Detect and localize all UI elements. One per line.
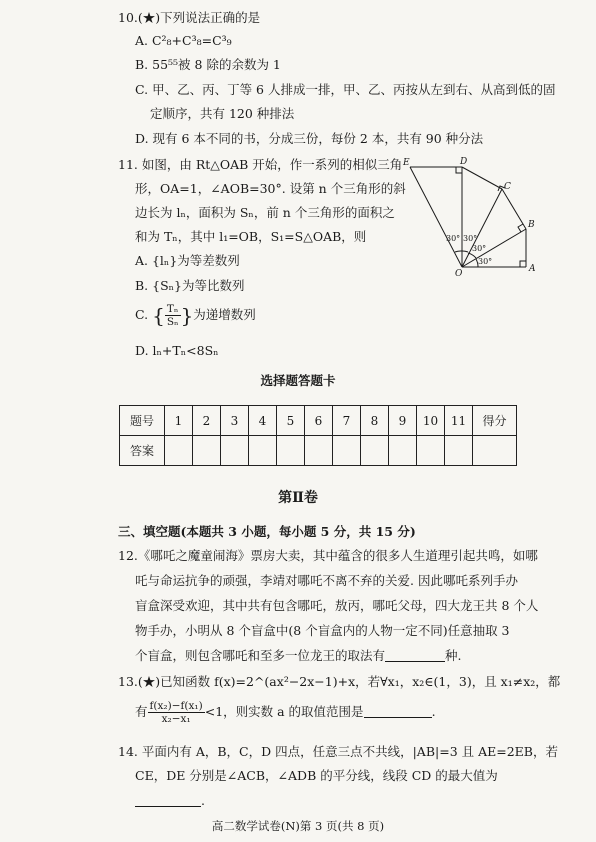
answer-card-table xyxy=(119,405,517,466)
frac-denominator: Sₙ xyxy=(166,316,179,328)
label-point-c: C xyxy=(504,182,511,192)
question-number: 3 xyxy=(221,406,249,436)
question-number: 4 xyxy=(249,406,277,436)
q12-answer-blank[interactable] xyxy=(385,649,445,662)
q11-option-c: C. { $\frac{\text{Tₙ}}{\text{Sₙ}}$ }为递增数列 xyxy=(135,303,256,328)
section-three-title: 三、填空题(本题共 3 小题，每小题 5 分，共 15 分) xyxy=(118,524,416,539)
answer-card-row-numbers xyxy=(120,406,517,436)
answer-card-title: 选择题答题卡 xyxy=(260,373,336,388)
answer-cell[interactable] xyxy=(249,436,277,466)
q11-option-c-fraction xyxy=(165,303,181,328)
question-number: 7 xyxy=(333,406,361,436)
similar-triangles-figure xyxy=(400,155,550,280)
question-number: 5 xyxy=(277,406,305,436)
question-number: 8 xyxy=(361,406,389,436)
angle-label-4: 30° xyxy=(446,234,461,243)
label-point-b: B xyxy=(528,220,535,230)
q13-line-1: 13.(★)已知函数 f(x)=2^(ax²−2x−1)+x，若∀x₁，x₂∈(1，3)，且 x₁≠x₂，都 xyxy=(118,674,561,689)
q11-line-1: 11. 如图，由 Rt△OAB 开始，作一系列的相似三角 xyxy=(118,157,403,172)
q10-option-d: D. 现有 6 本不同的书，分成三份，每份 2 本，共有 90 种分法 xyxy=(135,131,484,146)
q13-answer-blank[interactable] xyxy=(364,705,432,718)
q13-fraction xyxy=(148,700,205,725)
q12-line-5-text: 个盲盒，则包含哪吒和至多一位龙王的取法有 xyxy=(135,648,386,663)
q14-line-1: 14. 平面内有 A，B，C，D 四点，任意三点不共线，|AB|=3 且 AE=2EB，若 xyxy=(118,744,558,759)
label-point-e: E xyxy=(403,158,410,168)
frac-numerator: Tₙ xyxy=(165,303,181,316)
q12-suffix: 种. xyxy=(445,648,462,663)
q14-line-3: . xyxy=(135,793,205,809)
answer-cell[interactable] xyxy=(193,436,221,466)
q12-line-5 xyxy=(135,648,462,664)
q11-option-b: B. {Sₙ}为等比数列 xyxy=(135,278,245,293)
answer-cell[interactable] xyxy=(165,436,193,466)
answer-cell[interactable] xyxy=(277,436,305,466)
q11-option-a: A. {lₙ}为等差数列 xyxy=(135,253,240,268)
q10-option-c-cont: 定顺序，共有 120 种排法 xyxy=(150,106,295,121)
answer-card-row-answers xyxy=(120,436,517,466)
q10-option-b: B. 55⁵⁵被 8 除的余数为 1 xyxy=(135,57,281,72)
q13-prefix: 有 xyxy=(135,704,148,719)
q12-line-3: 盲盒深受欢迎，其中共有包含哪吒，敖丙，哪吒父母，四大龙王共 8 个人 xyxy=(135,598,539,613)
question-number: 10 xyxy=(417,406,445,436)
part-two-title: 第Ⅱ卷 xyxy=(278,490,318,506)
q11-line-2: 形，OA=1，∠AOB=30°. 设第 n 个三角形的斜 xyxy=(135,181,406,196)
angle-label-3: 30° xyxy=(463,234,478,243)
q10-option-c: C. 甲、乙、丙、丁等 6 人排成一排，甲、乙、丙按从左到右、从高到低的固 xyxy=(135,82,556,97)
q11-line-3: 边长为 lₙ，面积为 Sₙ，前 n 个三角形的面积之 xyxy=(135,205,395,220)
q14-line-2: CE，DE 分别是∠ACB，∠ADB 的平分线，线段 CD 的最大值为 xyxy=(135,768,498,783)
frac-denominator: x₂−x₁ xyxy=(161,713,191,725)
frac-numerator: f(x₂)−f(x₁) xyxy=(149,700,203,712)
q11-option-c-suffix: 为递增数列 xyxy=(193,307,256,322)
answer-cell[interactable] xyxy=(361,436,389,466)
q10-option-a: A. C²₈+C³₈=C³₉ xyxy=(135,33,232,48)
q11-line-4: 和为 Tₙ，其中 l₁=OB，S₁=S△OAB，则 xyxy=(135,229,367,244)
answer-cell[interactable] xyxy=(417,436,445,466)
label-point-a: A xyxy=(529,264,536,274)
answer-cell[interactable] xyxy=(445,436,473,466)
answer-cell[interactable] xyxy=(389,436,417,466)
question-number: 9 xyxy=(389,406,417,436)
score-cell[interactable] xyxy=(473,436,517,466)
question-number: 6 xyxy=(305,406,333,436)
q14-answer-blank[interactable] xyxy=(135,794,201,807)
q10-stem: 10.(★)下列说法正确的是 xyxy=(118,10,261,25)
score-label: 得分 xyxy=(473,406,517,436)
question-number: 2 xyxy=(193,406,221,436)
page-footer: 高二数学试卷(N)第 3 页(共 8 页) xyxy=(211,819,385,833)
row-label-number: 题号 xyxy=(120,406,165,436)
q12-line-1: 12.《哪吒之魔童闹海》票房大卖，其中蕴含的很多人生道理引起共鸣，如哪 xyxy=(118,548,538,563)
row-label-answer: 答案 xyxy=(120,436,165,466)
q12-line-4: 物手办，小明从 8 个盲盒中(8 个盲盒内的人物一定不同)任意抽取 3 xyxy=(135,623,510,638)
label-point-o: O xyxy=(455,269,463,279)
label-point-d: D xyxy=(460,157,468,167)
q11-option-c-prefix: C. xyxy=(135,307,149,322)
answer-cell[interactable] xyxy=(305,436,333,466)
q13-line-2: 有 $\frac{\text{f(x₂)−f(x₁)}}{\text{x₂−x₁}}$ <1，则实数 a 的取值范围是 . xyxy=(135,700,436,725)
answer-cell[interactable] xyxy=(221,436,249,466)
angle-label-1: 30° xyxy=(478,257,493,266)
question-number: 11 xyxy=(445,406,473,436)
q11-option-d: D. lₙ+Tₙ<8Sₙ xyxy=(135,343,219,358)
angle-label-2: 30° xyxy=(472,244,487,253)
q13-suffix: <1，则实数 a 的取值范围是 xyxy=(204,704,364,719)
question-number: 1 xyxy=(165,406,193,436)
q12-line-2: 吒与命运抗争的顽强，李靖对哪吒不离不弃的关爱. 因此哪吒系列手办 xyxy=(135,573,518,588)
answer-cell[interactable] xyxy=(333,436,361,466)
